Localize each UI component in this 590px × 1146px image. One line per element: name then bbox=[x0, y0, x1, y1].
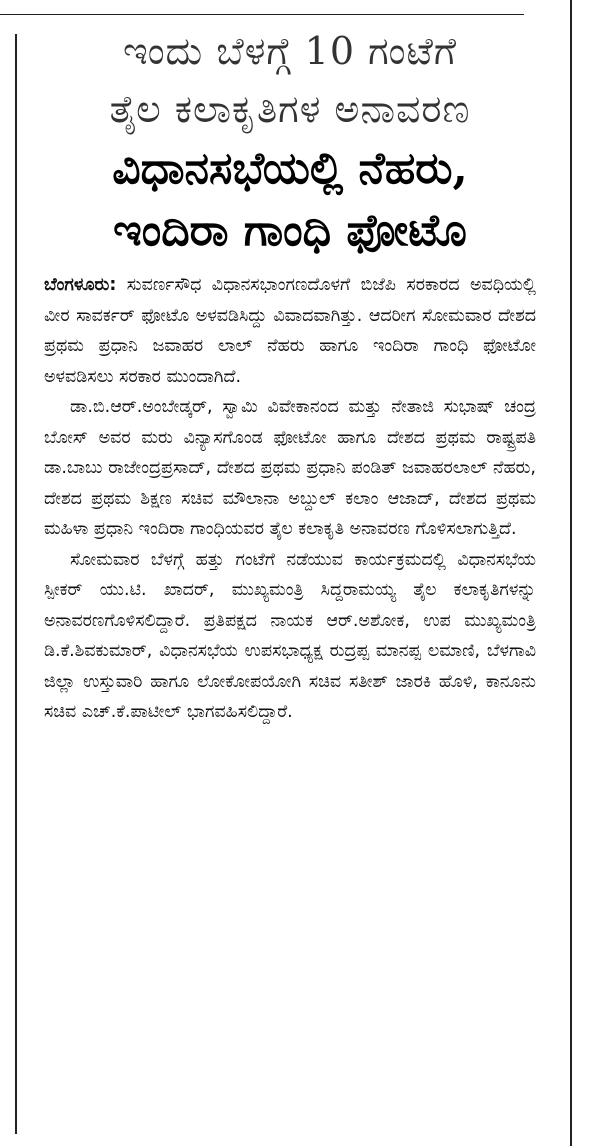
kicker bbox=[44, 22, 536, 138]
dateline: ಬೆಂಗಳೂರು: bbox=[44, 275, 117, 295]
paragraph-1 bbox=[44, 270, 536, 392]
top-column-rule bbox=[0, 14, 524, 15]
left-column-rule bbox=[15, 34, 17, 1134]
kicker-line-2: ತೈಲ ಕಲಾಕೃತಿಗಳ ಅನಾವರಣ bbox=[109, 87, 471, 131]
news-article bbox=[44, 22, 536, 728]
kicker-line-1: ಇಂದು ಬೆಳಗ್ಗೆ 10 ಗಂಟೆಗೆ bbox=[123, 29, 457, 73]
article-body bbox=[44, 270, 536, 728]
paragraph-2: ಡಾ.ಬಿ.ಆರ್.ಅಂಬೇಡ್ಕರ್, ಸ್ವಾಮಿ ವಿವೇಕಾನಂದ ಮತ್ತು ನೇತಾಜಿ ಸುಭಾಷ್ ಚಂದ್ರ ಬೋಸ್ ಅವರ ಮರು ವಿನ್ಯಾಸಗೊಂಡ ಫೋಟೋ ಹಾಗೂ ದೇಶದ ಪ್ರಥಮ ರಾಷ್ಟ್ರಪತಿ ಡಾ.ಬಾಬು ರಾಜೇಂದ್ರಪ್ರಸಾದ್, ದೇಶದ ಪ್ರಥಮ ಪ್ರಧಾನಿ ಪಂಡಿತ್ ಜವಾಹರಲಾಲ್ ನೆಹರು, ದೇಶದ ಪ್ರಥಮ ಶಿಕ್ಷಣ ಸಚಿವ ಮೌಲಾನಾ ಅಬ್ದುಲ್ ಕಲಾಂ ಆಜಾದ್, ದೇಶದ ಪ್ರಥಮ ಮಹಿಳಾ ಪ್ರಧಾನಿ ಇಂದಿರಾ ಗಾಂಧಿಯವರ ತೈಲ ಕಲಾಕೃತಿ ಅನಾವರಣ ಗೊಳಿಸಲಾಗುತ್ತಿದೆ. bbox=[44, 397, 536, 539]
right-column-rule bbox=[570, 0, 572, 1146]
headline-line-2: ಇಂದಿರಾ ಗಾಂಧಿ ಫೋಟೊ bbox=[113, 205, 467, 256]
paragraph-1-text: ಸುವರ್ಣಸೌಧ ವಿಧಾನಸಭಾಂಗಣದೊಳಗೆ ಬಿಜೆಪಿ ಸರಕಾರದ ಅವಧಿಯಲ್ಲಿ ವೀರ ಸಾವರ್ಕರ್ ಫೋಟೊ ಅಳವಡಿಸಿದ್ದು ವಿವಾದವಾಗಿತ್ತು. ಆದರೀಗ ಸೋಮವಾರ ದೇಶದ ಪ್ರಥಮ ಪ್ರಧಾನಿ ಜವಾಹರ ಲಾಲ್ ನೆಹರು ಹಾಗೂ ಇಂದಿರಾ ಗಾಂಧಿ ಫೋಟೋ ಅಳವಡಿಸಲು ಸರಕಾರ ಮುಂದಾಗಿದೆ. bbox=[44, 275, 536, 387]
headline-line-1: ವಿಧಾನಸಭೆಯಲ್ಲಿ ನೆಹರು, bbox=[112, 143, 468, 194]
paragraph-3: ಸೋಮವಾರ ಬೆಳಗ್ಗೆ ಹತ್ತು ಗಂಟೆಗೆ ನಡೆಯುವ ಕಾರ್ಯಕ್ರಮದಲ್ಲಿ ವಿಧಾನಸಭೆಯ ಸ್ಪೀಕರ್ ಯು.ಟಿ. ಖಾದರ್, ಮುಖ್ಯಮಂತ್ರಿ ಸಿದ್ದರಾಮಯ್ಯ ತೈಲ ಕಲಾಕೃತಿಗಳನ್ನು ಅನಾವರಣಗೊಳಿಸಲಿದ್ದಾರೆ. ಪ್ರತಿಪಕ್ಷದ ನಾಯಕ ಆರ್.ಅಶೋಕ, ಉಪ ಮುಖ್ಯಮಂತ್ರಿ ಡಿ.ಕೆ.ಶಿವಕುಮಾರ್, ವಿಧಾನಸಭೆಯ ಉಪಸಭಾಧ್ಯಕ್ಷ ರುದ್ರಪ್ಪ ಮಾನಪ್ಪ ಲಮಾಣಿ, ಬೆಳಗಾವಿ ಜಿಲ್ಲಾ ಉಸ್ತುವಾರಿ ಹಾಗೂ ಲೋಕೋಪಯೋಗಿ ಸಚಿವ ಸತೀಶ್ ಜಾರಕಿ ಹೊಳಿ, ಕಾನೂನು ಸಚಿವ ಎಚ್.ಕೆ.ಪಾಟೀಲ್ ಭಾಗವಹಿಸಲಿದ್ದಾರೆ. bbox=[44, 549, 536, 722]
headline bbox=[44, 138, 536, 262]
